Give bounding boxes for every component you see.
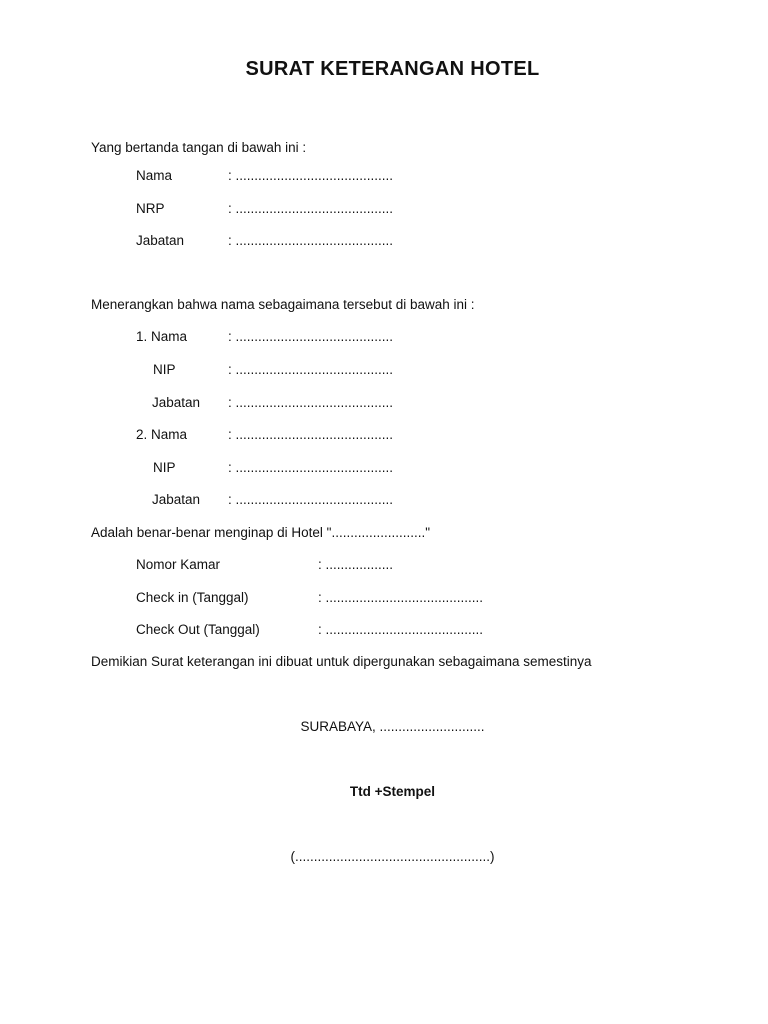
field-value: : .......................................... xyxy=(318,590,484,605)
field-label: NIP xyxy=(153,362,176,377)
field-label: Jabatan xyxy=(152,492,201,507)
field-label: Jabatan xyxy=(136,233,185,248)
signature-name-line: (....................................................) xyxy=(290,849,495,864)
field-value: : .......................................... xyxy=(228,233,394,248)
intro-text: Yang bertanda tangan di bawah ini : xyxy=(91,140,307,155)
field-label: Check Out (Tanggal) xyxy=(136,622,260,637)
signature-note: Ttd +Stempel xyxy=(349,784,436,799)
field-label: 2. Nama xyxy=(136,427,188,442)
field-value: : .......................................... xyxy=(318,622,484,637)
field-label: NRP xyxy=(136,201,165,216)
field-value: : .......................................... xyxy=(228,329,394,344)
field-label: Jabatan xyxy=(152,395,201,410)
stay-text: Adalah benar-benar menginap di Hotel "........................." xyxy=(91,525,431,540)
place-date: SURABAYA, ............................ xyxy=(300,719,485,734)
field-value: : .......................................... xyxy=(228,492,394,507)
field-value: : .......................................... xyxy=(228,395,394,410)
statement-text: Menerangkan bahwa nama sebagaimana tersebut di bawah ini : xyxy=(91,297,475,312)
field-label: Nama xyxy=(136,168,173,183)
closing-text: Demikian Surat keterangan ini dibuat untuk dipergunakan sebagaimana semestinya xyxy=(91,654,592,669)
field-value: : .......................................... xyxy=(228,427,394,442)
field-label: 1. Nama xyxy=(136,329,188,344)
field-label: NIP xyxy=(153,460,176,475)
field-label: Nomor Kamar xyxy=(136,557,221,572)
field-value: : .......................................... xyxy=(228,362,394,377)
field-value: : .................. xyxy=(318,557,394,572)
field-value: : .......................................... xyxy=(228,201,394,216)
document-title: SURAT KETERANGAN HOTEL xyxy=(245,58,540,80)
field-value: : .......................................... xyxy=(228,168,394,183)
field-label: Check in (Tanggal) xyxy=(136,590,249,605)
field-value: : .......................................... xyxy=(228,460,394,475)
